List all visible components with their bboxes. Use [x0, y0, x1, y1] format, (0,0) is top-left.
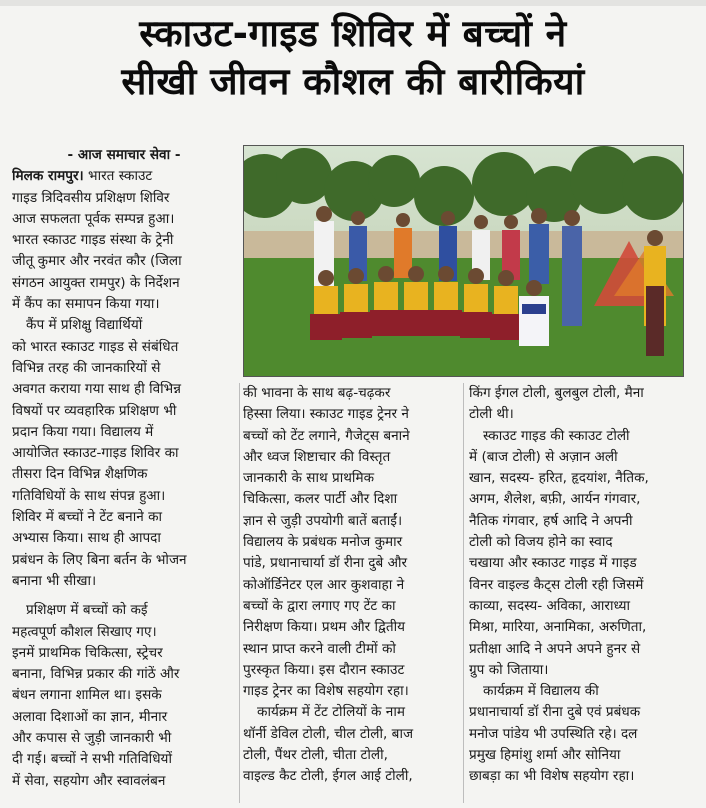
article-text-line: टोली थी।: [469, 406, 514, 423]
article-text-line: किंग ईगल टोली, बुलबुल टोली, मैना: [469, 385, 644, 401]
article-text-line: बनाना, विभिन्न प्रकार की गांठें और: [12, 666, 180, 683]
article-text-line: अवगत कराया गया साथ ही विभिन्न: [12, 381, 181, 398]
article-text-line: चखाया और स्काउट गाइड में गाइड: [469, 555, 637, 572]
article-column-1: [12, 145, 236, 792]
article-text-line: दी गई। बच्चों ने सभी गतिविधियों: [12, 751, 172, 768]
article-text-line: आयोजित स्काउट-गाइड शिविर का: [12, 445, 179, 462]
column-rule-1: [239, 383, 240, 803]
article-text-line: अगम, शैलेश, बफ़ी, आर्यन गंगवार,: [469, 491, 641, 508]
article-text-line: जानकारी के साथ प्राथमिक: [243, 470, 375, 487]
article-text-line: में (बाज टोली) से अज़ान अली: [469, 448, 618, 465]
article-text-line: प्रशिक्षण में बच्चों को कई: [26, 602, 148, 619]
article-text-line: बच्चों के द्वारा लगाए गए टेंट का: [243, 597, 396, 614]
article-text-line: प्रमुख हिमांशु शर्मा और सोनिया: [469, 747, 621, 764]
article-text-line: में कैंप का समापन किया गया।: [12, 296, 160, 313]
article-text-line: चिकित्सा, कलर पार्टी और दिशा: [243, 491, 398, 508]
article-text-line: कैंप में प्रशिक्षु विद्यार्थियों: [26, 317, 143, 334]
article-text-line: आज सफलता पूर्वक सम्पन्न हुआ।: [12, 210, 175, 227]
article-text-line: पुरस्कृत किया। इस दौरान स्काउट: [243, 661, 405, 678]
article-text-line: गाइड ट्रेनर का विशेष सहयोग रहा।: [243, 683, 409, 700]
article-text-line: महत्वपूर्ण कौशल सिखाए गए।: [12, 623, 157, 640]
article-text-line: भारत स्काउट: [83, 168, 153, 185]
article-text-line: थॉर्नी डेविल टोली, चील टोली, बाज: [243, 725, 414, 742]
article-text-line: शिविर में बच्चों ने टेंट बनाने का: [12, 509, 163, 526]
group-photo: [243, 145, 684, 377]
dateline-place: मिलक रामपुर।: [12, 168, 84, 185]
article-text-line: कार्यक्रम में विद्यालय की: [483, 683, 599, 700]
article-text-line: काव्या, सदस्य- अविका, आराध्या: [469, 597, 631, 614]
article-text-line: प्रतीक्षा आदि ने अपने अपने हुनर से: [469, 640, 641, 657]
article-text-line: मनोज पांडेय भी उपस्थिति रहे। दल: [469, 725, 638, 742]
article-text-line: प्रबंधन के लिए बिना बर्तन के भोजन: [12, 551, 187, 568]
article-text-line: टोली को विजय होने का स्वाद: [469, 534, 613, 551]
article-text-line: तीसरा दिन विभिन्न शैक्षणिक: [12, 466, 148, 483]
article-text-line: प्रदान किया गया। विद्यालय में: [12, 423, 154, 440]
article-text-line: गाइड त्रिदिवसीय प्रशिक्षण शिविर: [12, 189, 170, 206]
article-text-line: संगठन आयुक्त रामपुर) के निर्देशन: [12, 274, 180, 291]
top-band: [0, 0, 706, 6]
article-text-line: स्थान प्राप्त करने वाली टीमों को: [243, 640, 396, 657]
article-column-3: [469, 383, 691, 788]
article-text-line: ग्रुप को जिताया।: [469, 661, 549, 678]
article-text-line: और ध्वज शिष्टाचार की विस्तृत: [243, 448, 391, 465]
article-text-line: निरीक्षण किया। प्रथम और द्वितीय: [243, 619, 406, 636]
article-text-line: बंधन लगाना शामिल था। इसके: [12, 687, 162, 704]
article-text-line: और कपास से जुड़ी जानकारी भी: [12, 730, 172, 747]
article-text-line: कार्यक्रम में टेंट टोलियों के नाम: [257, 704, 405, 721]
article-text-line: अभ्यास किया। साथ ही आपदा: [12, 530, 161, 547]
article-text-line: अलावा दिशाओं का ज्ञान, मीनार: [12, 708, 168, 725]
column-rule-2: [463, 383, 464, 803]
article-column-2: [243, 383, 455, 788]
article-text-line: बच्चों को टेंट लगाने, गैजेट्स बनाने: [243, 427, 410, 444]
headline: [0, 10, 706, 106]
article-text-line: हिस्सा लिया। स्काउट गाइड ट्रेनर ने: [243, 406, 409, 423]
article-text-line: मिश्रा, मारिया, अनामिका, अरुणिता,: [469, 619, 647, 636]
article-text-line: प्रधानाचार्या डॉ रीना दुबे एवं प्रबंधक: [469, 704, 641, 721]
agency-credit: - आज समाचार सेवा -: [67, 147, 181, 163]
article-text-line: भारत स्काउट गाइड संस्था के ट्रेनी: [12, 232, 174, 249]
article-text-line: कोऑर्डिनेटर एल आर कुशवाहा ने: [243, 576, 405, 593]
article-text-line: विद्यालय के प्रबंधक मनोज कुमार: [243, 534, 403, 551]
article-text-line: विषयों पर व्यवहारिक प्रशिक्षण भी: [12, 402, 177, 419]
article-text-line: इनमें प्राथमिक चिकित्सा, स्ट्रेचर: [12, 644, 163, 661]
photo-illustration: [244, 146, 683, 376]
article-text-line: बनाना भी सीखा।: [12, 572, 97, 589]
article-text-line: टोली, पैंथर टोली, चीता टोली,: [243, 747, 388, 764]
article-text-line: पांडे, प्रधानाचार्या डॉ रीना दुबे और: [243, 555, 408, 572]
article-text-line: वाइल्ड कैट टोली, ईगल आई टोली,: [243, 768, 413, 785]
article-text-line: नैतिक गंगवार, हर्ष आदि ने अपनी: [469, 512, 633, 529]
headline-line-1: स्काउट-गाइड शिविर में बच्चों ने: [139, 12, 567, 55]
article-text-line: छाबड़ा का भी विशेष सहयोग रहा।: [469, 768, 635, 785]
article-text-line: की भावना के साथ बढ़-चढ़कर: [243, 385, 391, 401]
article-text-line: विनर वाइल्ड कैट्स टोली रही जिसमें: [469, 576, 644, 593]
article-text-line: स्काउट गाइड की स्काउट टोली: [483, 427, 630, 444]
article-text-line: ज्ञान से जुड़ी उपयोगी बातें बताईं।: [243, 512, 403, 529]
article-text-line: जीतू कुमार और नरवंत कौर (जिला: [12, 253, 182, 270]
article-text-line: गतिविधियों के साथ संपन्न हुआ।: [12, 487, 166, 504]
article-text-line: में सेवा, सहयोग और स्वावलंबन: [12, 772, 166, 789]
article-text-line: विभिन्न तरह की जानकारियों से: [12, 359, 161, 376]
article-text-line: खान, सदस्य- हरित, हृदयांश, नैतिक,: [469, 470, 649, 487]
article-text-line: को भारत स्काउट गाइड से संबंधित: [12, 338, 179, 355]
headline-line-2: सीखी जीवन कौशल की बारीकियां: [121, 60, 585, 103]
